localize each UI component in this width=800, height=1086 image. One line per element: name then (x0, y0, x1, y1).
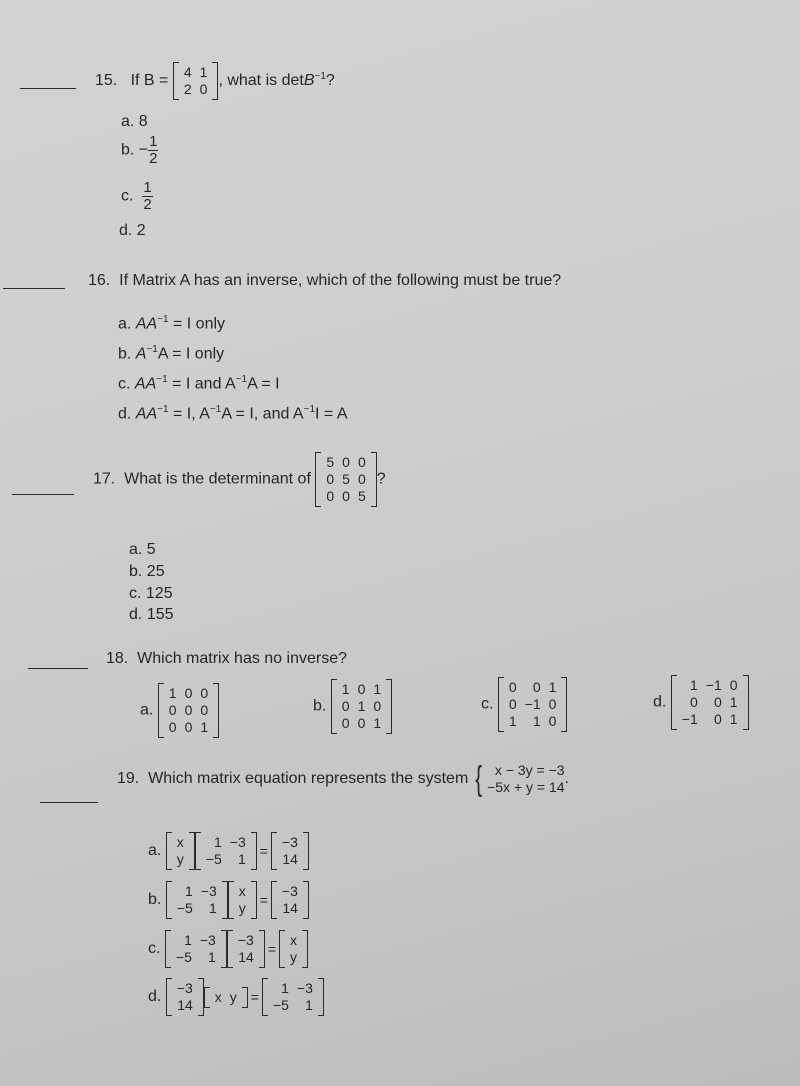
answer-blank-18[interactable] (28, 668, 88, 669)
option-19d: d. −3 14 x y = 1 −3 −5 1 (148, 978, 324, 1016)
question-prefix: If B = (130, 72, 169, 90)
answer-blank-17[interactable] (12, 494, 74, 495)
option-18b: b. 1 0 1 0 1 0 0 0 1 (313, 679, 392, 734)
option-16c: c. $AA^{-1} = I$ and $A^{-1}A = I$ (118, 374, 280, 393)
question-number: 15. (95, 72, 118, 90)
option-15b: b. − $\frac{1}{2}$ (121, 133, 158, 167)
answer-blank-16[interactable] (3, 288, 65, 289)
answer-blank-19[interactable] (40, 802, 98, 803)
option-15d: d. 2 (119, 222, 146, 239)
option-18a: a. 1 0 0 0 0 0 0 0 1 (140, 683, 219, 738)
answer-blank-15[interactable] (20, 88, 76, 89)
option-18d: d. 1 −1 0 0 0 1 −1 0 1 (653, 675, 749, 730)
option-16b: b. $A^{-1}A = I$ only (118, 344, 225, 363)
option-19b: b. 1 −3 −5 1 x y = −3 14 (148, 881, 309, 919)
option-18c: c. 0 0 1 0 −1 0 1 1 0 (481, 677, 567, 732)
matrix-b: 4 1 2 0 (173, 62, 219, 100)
option-15a: a. 8 (121, 113, 148, 130)
question-17: 17. What is the determinant of 5 0 0 0 5 0 0 0 5 ? (93, 452, 386, 507)
matrix-17: 5 0 0 0 5 0 0 0 5 (315, 452, 376, 507)
option-16d: d. $AA^{-1} = I$, $A^{-1}A = I$, and $A^{-1}I = A$ (118, 404, 348, 423)
fraction: $\frac{1}{2}$ (149, 133, 158, 167)
fraction: $\frac{1}{2}$ (143, 179, 152, 213)
question-18: 18. Which matrix has no inverse? (106, 650, 347, 667)
option-15c: c. $\frac{1}{2}$ (121, 179, 152, 213)
option-17d: d. 155 (129, 606, 174, 623)
system-brace: { (475, 760, 482, 798)
option-17a: a. 5 (129, 541, 156, 558)
option-19a: a. x y 1 −3 −5 1 = −3 14 (148, 832, 309, 870)
option-16a: a. $AA^{-1} = I$ only (118, 314, 226, 333)
question-15: 15. If B = 4 1 2 0 , what is detB$^{-1}$? (95, 62, 335, 100)
option-19c: c. 1 −3 −5 1 −3 14 = x y (148, 930, 308, 968)
option-17b: b. 25 (129, 563, 165, 580)
question-19: 19. Which matrix equation represents the system { x − 3y = −3 −5x + y = 14. (117, 760, 569, 798)
equation-system: x − 3y = −3 −5x + y = 14 (487, 762, 565, 795)
option-17c: c. 125 (129, 585, 173, 602)
question-16: 16. If Matrix A has an inverse, which of the following must be true? (88, 272, 562, 289)
